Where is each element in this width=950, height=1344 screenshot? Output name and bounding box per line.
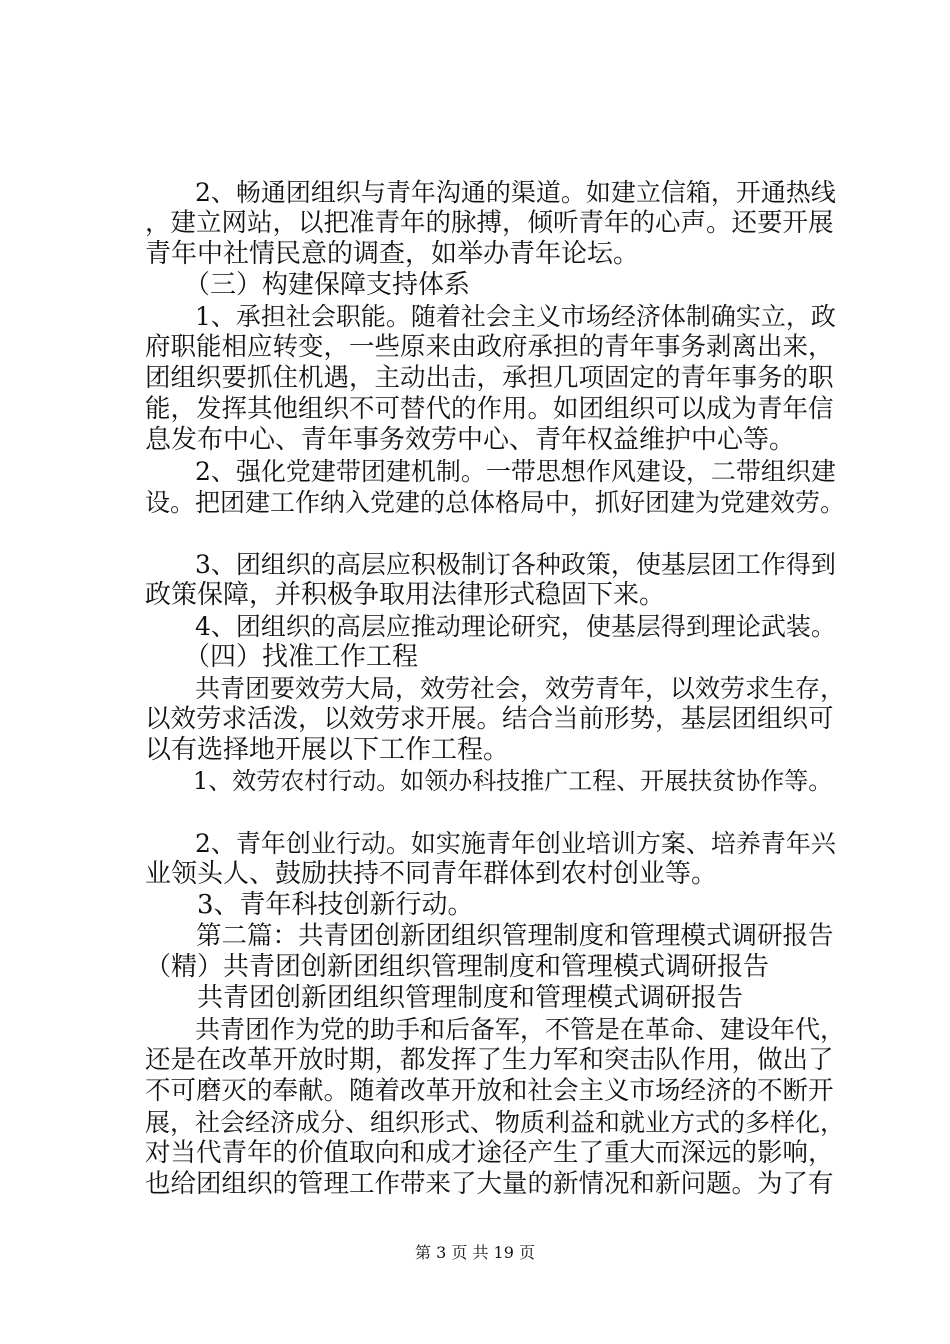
blank-line [145, 518, 845, 549]
text-line: 能，发挥其他组织不可替代的作用。如团组织可以成为青年信 [145, 394, 834, 424]
text-line: 也给团组织的管理工作带来了大量的新情况和新问题。为了有 [145, 1169, 834, 1199]
text-line: 对当代青年的价值取向和成才途径产生了重大而深远的影响， [145, 1138, 834, 1168]
blank-line [145, 797, 845, 828]
text-line: 共青团要效劳大局，效劳社会，效劳青年，以效劳求生存， [145, 674, 846, 703]
page-footer: 第 3 页 共 19 页 [415, 1243, 535, 1262]
text-line: 4、团组织的高层应推动理论研究，使基层得到理论武装。 [145, 612, 836, 641]
text-line: 以效劳求活泼，以效劳求开展。结合当前形势，基层团组织可 [145, 704, 834, 734]
text-line: 以有选择地开展以下工作工程。 [145, 735, 510, 765]
text-line: 团组织要抓住机遇，主动出击，承担几项固定的青年事务的职 [145, 363, 834, 393]
text-line: 共青团作为党的助手和后备军，不管是在革命、建设年代， [145, 1015, 846, 1044]
text-line: ，建立网站，以把准青年的脉搏，倾听青年的心声。还要开展 [145, 208, 834, 238]
text-line: 政策保障，并积极争取用法律形式稳固下来。 [145, 580, 666, 610]
text-line: （四）找准工作工程 [145, 642, 419, 672]
text-line: 息发布中心、青年事务效劳中心、青年权益维护中心等。 [145, 425, 796, 455]
text-line: 3、团组织的高层应积极制订各种政策，使基层团工作得到 [145, 550, 836, 579]
text-line: 2、强化党建带团建机制。一带思想作风建设，二带组织建 [145, 457, 836, 486]
text-line: 府职能相应转变，一些原来由政府承担的青年事务剥离出来， [145, 332, 834, 362]
text-line: 不可磨灭的奉献。随着改革开放和社会主义市场经济的不断开 [145, 1076, 834, 1106]
text-line: 2、畅通团组织与青年沟通的渠道。如建立信箱，开通热线 [145, 178, 836, 207]
text-line: （三）构建保障支持体系 [145, 270, 471, 300]
text-line: 1、承担社会职能。随着社会主义市场经济体制确实立，政 [145, 302, 836, 331]
text-line: 共青团创新团组织管理制度和管理模式调研报告 [145, 983, 744, 1013]
text-line: 展，社会经济成分、组织形式、物质利益和就业方式的多样化， [145, 1108, 846, 1137]
text-line: 业领头人、鼓励扶持不同青年群体到农村创业等。 [145, 859, 718, 889]
text-line: 青年中社情民意的调查，如举办青年论坛。 [145, 239, 640, 269]
text-line: 还是在改革开放时期，都发挥了生力军和突击队作用，做出了 [145, 1045, 834, 1075]
text-line: 第二篇：共青团创新团组织管理制度和管理模式调研报告 [145, 921, 834, 951]
text-line: 2、青年创业行动。如实施青年创业培训方案、培养青年兴 [145, 829, 836, 858]
document-body [145, 177, 845, 1200]
text-line: 设。把团建工作纳入党建的总体格局中，抓好团建为党建效劳。 [145, 488, 846, 517]
text-line: 1、效劳农村行动。如领办科技推广工程、开展扶贫协作等。 [145, 767, 833, 795]
text-line: （精）共青团创新团组织管理制度和管理模式调研报告 [145, 952, 770, 982]
text-line: 3、青年科技创新行动。 [145, 890, 474, 920]
